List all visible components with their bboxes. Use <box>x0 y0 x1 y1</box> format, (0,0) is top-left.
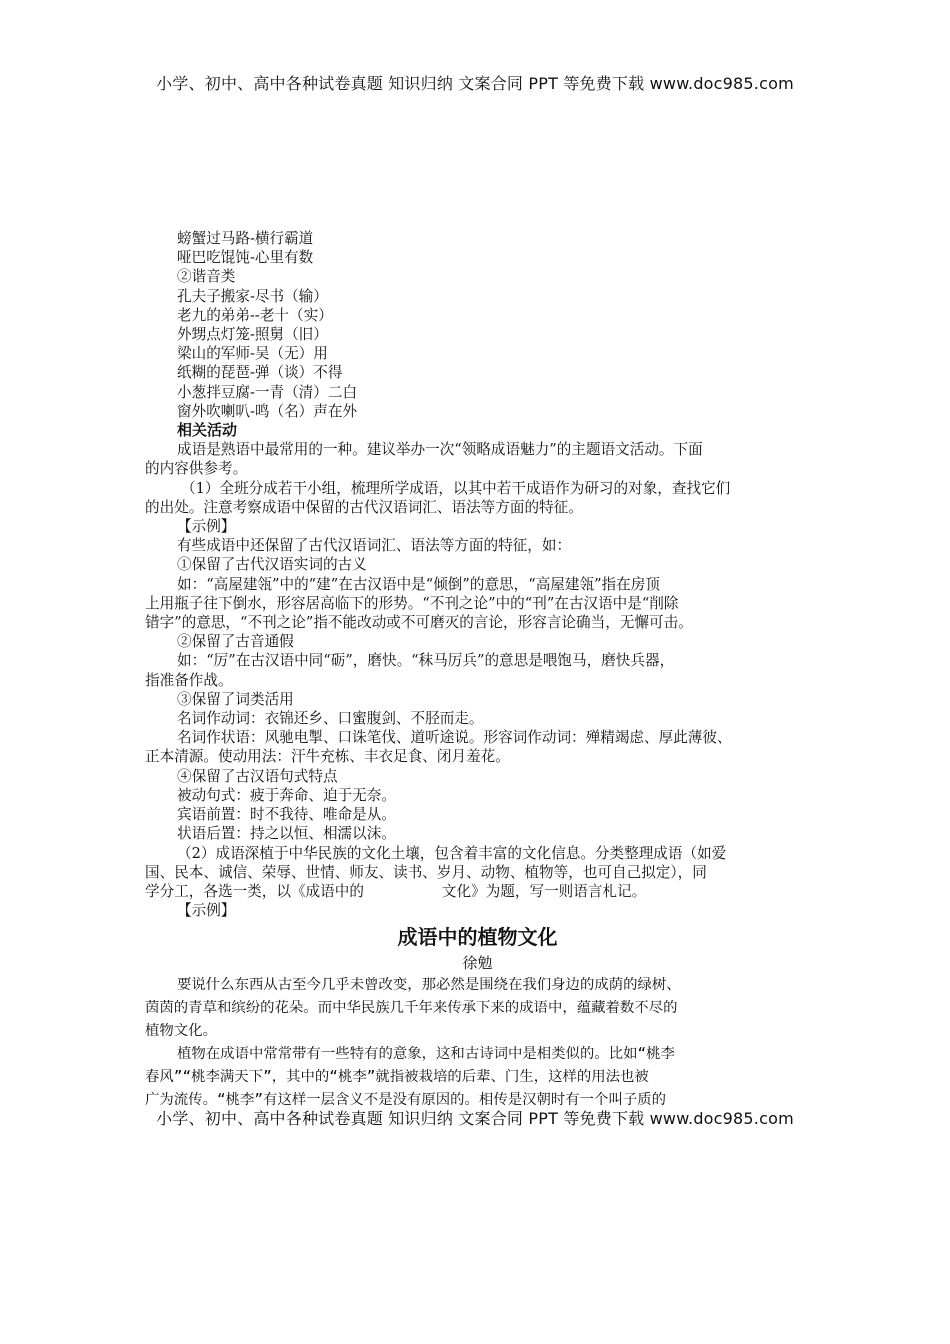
paragraph-line: 正本清源。使动用法：汗牛充栋、丰衣足食、闭月羞花。 <box>145 748 510 766</box>
task-text: 学分工，各选一类，以《成语中的 <box>145 882 364 900</box>
idiom-line: 纸糊的琵琶-弹（谈）不得 <box>177 364 343 382</box>
document-body <box>145 229 810 1112</box>
article-line: 广为流传。“桃李”有这样一层含义不是没有原因的。相传是汉朝时有一个叫子质的 <box>145 1092 667 1109</box>
point-heading: ②保留了古音通假 <box>177 633 294 651</box>
paragraph-line: 国、民本、诚信、荣辱、世情、师友、读书、岁月、动物、植物等，也可自己拟定），同 <box>145 863 707 881</box>
paragraph-line: 有些成语中还保留了古代汉语词汇、语法等方面的特征，如： <box>177 537 572 555</box>
header-banner: 小学、初中、高中各种试卷真题 知识归纳 文案合同 PPT 等免费下载 www.doc985.com <box>156 74 794 93</box>
task-text: 文化》为题，写一则语言札记。 <box>441 882 647 900</box>
idiom-line: 小葱拌豆腐-一青（清）二白 <box>177 383 358 401</box>
paragraph-line: 状语后置：持之以恒、相濡以沫。 <box>177 825 396 843</box>
article-author: 徐勉 <box>462 954 493 973</box>
example-label: 【示例】 <box>177 902 236 920</box>
idiom-line: 老九的弟弟--老十（实） <box>177 306 333 324</box>
idiom-category-heading: ②谐音类 <box>177 268 236 286</box>
footer-banner: 小学、初中、高中各种试卷真题 知识归纳 文案合同 PPT 等免费下载 www.doc985.com <box>156 1109 794 1128</box>
paragraph-line: 如：“高屋建瓴”中的“建”在古汉语中是“倾倒”的意思，“高屋建瓴”指在房顶 <box>177 575 660 593</box>
idiom-line: 梁山的军师-吴（无）用 <box>177 345 328 363</box>
article-line: 植物文化。 <box>145 1023 217 1040</box>
article-line: 植物在成语中常常带有一些特有的意象，这和古诗词中是相类似的。比如“桃李 <box>177 1046 675 1063</box>
paragraph-line <box>145 882 810 901</box>
example-label: 【示例】 <box>177 518 236 536</box>
paragraph-line: 指准备作战。 <box>145 671 233 689</box>
paragraph-line: 宾语前置：时不我待、唯命是从。 <box>177 806 396 824</box>
point-heading: ①保留了古代汉语实词的古义 <box>177 556 367 574</box>
paragraph-line: 如：“厉”在古汉语中同“砺”，磨快。“秣马厉兵”的意思是喂饱马，磨快兵器， <box>177 652 675 670</box>
paragraph-line: 的内容供参考。 <box>145 460 248 478</box>
article-line: 春风”“桃李满天下”，其中的“桃李”就指被栽培的后辈、门生，这样的用法也被 <box>145 1069 649 1086</box>
article-line: 茵茵的青草和缤纷的花朵。而中华民族几千年来传承下来的成语中，蕴藏着数不尽的 <box>145 1000 678 1017</box>
paragraph-line: 名词作状语：风驰电掣、口诛笔伐、道听途说。形容词作动词：殚精竭虑、厚此薄彼、 <box>177 729 732 747</box>
article-line: 要说什么东西从古至今几乎未曾改变，那必然是围绕在我们身边的成荫的绿树、 <box>177 977 681 994</box>
paragraph-line: 名词作动词：衣锦还乡、口蜜腹剑、不胫而走。 <box>177 710 484 728</box>
paragraph-line: （1）全班分成若干小组，梳理所学成语，以其中若干成语作为研习的对象，查找它们 <box>181 479 731 497</box>
paragraph-line: 成语是熟语中最常用的一种。建议举办一次“领略成语魅力”的主题语文活动。下面 <box>177 441 703 459</box>
paragraph-line: 被动句式：疲于奔命、迫于无奈。 <box>177 786 396 804</box>
idiom-line: 外甥点灯笼-照舅（旧） <box>177 326 328 344</box>
article-title: 成语中的植物文化 <box>397 925 558 950</box>
paragraph-line: 上用瓶子往下倒水，形容居高临下的形势。“不刊之论”中的“刊”在古汉语中是“削除 <box>145 594 679 612</box>
paragraph-line: （2）成语深植于中华民族的文化土壤，包含着丰富的文化信息。分类整理成语（如爱 <box>177 844 727 862</box>
paragraph-line: 的出处。注意考察成语中保留的古代汉语词汇、语法等方面的特征。 <box>145 498 583 516</box>
paragraph-line: 错字”的意思，“不刊之论”指不能改动或不可磨灭的言论，形容言论确当，无懈可击。 <box>145 614 693 632</box>
point-heading: ④保留了古汉语句式特点 <box>177 767 338 785</box>
point-heading: ③保留了词类活用 <box>177 690 294 708</box>
idiom-line: 孔夫子搬家-尽书（输） <box>177 287 328 305</box>
section-heading: 相关活动 <box>177 421 238 440</box>
idiom-line: 哑巴吃馄饨-心里有数 <box>177 249 314 267</box>
idiom-line: 螃蟹过马路-横行霸道 <box>177 230 314 247</box>
idiom-line: 窗外吹喇叭-鸣（名）声在外 <box>177 402 358 420</box>
